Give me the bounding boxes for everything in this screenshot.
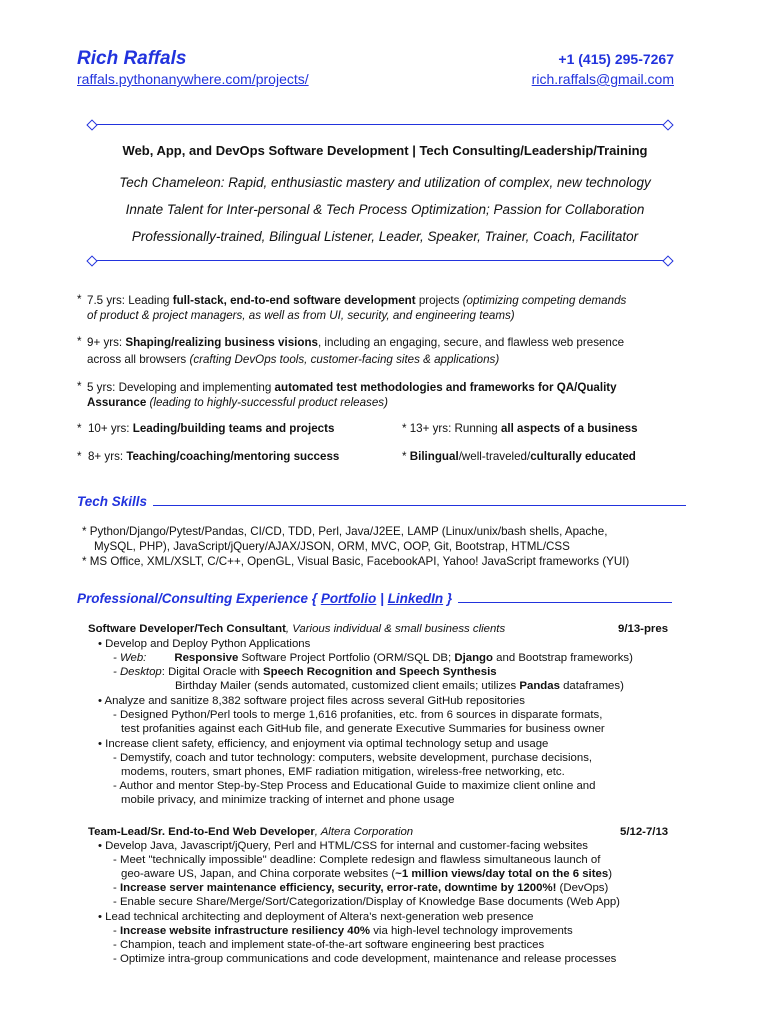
skills-line-1: * Python/Django/Pytest/Pandas, CI/CD, TDD, Perl, Java/J2EE, LAMP (Linux/unix/bash shells, Apache, [82, 525, 608, 538]
job-1-line: - Demystify, coach and tutor technology: computers, website development, purchase decisions, [113, 752, 593, 764]
job-1-line: modems, routers, smart phones, EMF radiation mitigation, wireless-free networking, etc. [121, 766, 565, 778]
tagline-2: Innate Talent for Inter-personal & Tech Process Optimization; Passion for Collaboration [125, 202, 645, 217]
job-1-line: - Author and mentor Step-by-Step Process and Educational Guide to maximize client online and [113, 780, 596, 792]
tagline-1: Tech Chameleon: Rapid, enthusiastic mastery and utilization of complex, new technology [119, 175, 651, 190]
bullet-star: * [77, 380, 82, 393]
job-1-title: Software Developer/Tech Consultant, Various individual & small business clients [88, 623, 506, 635]
job-1-line: - Desktop: Digital Oracle with Speech Recognition and Speech Synthesis [113, 666, 497, 678]
diamond-ornament-icon [662, 119, 673, 130]
summary-bullet-7: * Bilingual/well-traveled/culturally educated [402, 450, 636, 463]
divider-top [91, 124, 668, 125]
portfolio-link[interactable]: Portfolio [320, 591, 377, 606]
summary-bullet-3: 5 yrs: Developing and implementing automated test methodologies and frameworks for QA/Quality Assurance (leading to highly-successful product releases) [87, 381, 617, 409]
job-2-dates: 5/12-7/13 [620, 826, 669, 838]
candidate-name: Rich Raffals [77, 48, 187, 69]
linkedin-link[interactable]: LinkedIn [387, 591, 444, 606]
summary-bullet-1: 7.5 yrs: Leading full-stack, end-to-end software development projects (optimizing competing demands of product & project managers, as well as from UI, security, and engineering teams) [87, 294, 627, 322]
experience-heading: Professional/Consulting Experience { Portfolio | LinkedIn } [77, 591, 672, 606]
tagline-3: Professionally-trained, Bilingual Listener, Leader, Speaker, Trainer, Coach, Facilitator [131, 229, 639, 244]
job-2-title: Team-Lead/Sr. End-to-End Web Developer, Altera Corporation [88, 826, 414, 838]
bullet-star: * [77, 293, 82, 306]
tech-skills-heading: Tech Skills [77, 494, 686, 509]
summary-bullet-2: 9+ yrs: Shaping/realizing business visions, including an engaging, secure, and flawless web presence across all browsers (crafting DevOps tools, customer-facing sites & applications) [87, 336, 625, 366]
job-2-line: • Develop Java, Javascript/jQuery, Perl and HTML/CSS for internal and customer-facing websites [98, 840, 588, 852]
diamond-ornament-icon [662, 255, 673, 266]
job-2-line: - Increase website infrastructure resiliency 40% via high-level technology improvements [113, 925, 573, 937]
skills-line-2: MySQL, PHP), JavaScript/jQuery/AJAX/JSON, ORM, MVC, OOP, Git, Bootstrap, HTML/CSS [94, 540, 570, 553]
skills-line-3: * MS Office, XML/XSLT, C/C++, OpenGL, Visual Basic, FacebookAPI, Yahoo! JavaScript frameworks (YUI) [82, 555, 630, 568]
job-1-line: mobile privacy, and minimize tracking of internet and phone usage [121, 794, 455, 806]
bullet-star: * [77, 335, 82, 348]
summary-bullet-6: * 8+ yrs: Teaching/coaching/mentoring success [77, 450, 340, 463]
headline: Web, App, and DevOps Software Development | Tech Consulting/Leadership/Training [122, 143, 648, 158]
job-2-line: - Increase server maintenance efficiency, security, error-rate, downtime by 1200%! (DevOps) [113, 882, 609, 894]
job-1-line: - Designed Python/Perl tools to merge 1,616 profanities, etc. from 6 sources in disparate formats, [113, 709, 603, 721]
diamond-ornament-icon [86, 119, 97, 130]
job-2-line: - Enable secure Share/Merge/Sort/Categorization/Display of Knowledge Base documents (Web App) [113, 896, 620, 908]
job-2-line: geo-aware US, Japan, and China corporate websites (~1 million views/day total on the 6 sites) [121, 868, 612, 880]
job-2-line: • Lead technical architecting and deployment of Altera's next-generation web presence [98, 911, 534, 923]
job-1-line: • Analyze and sanitize 8,382 software project files across several GitHub repositories [98, 695, 525, 707]
job-2-line: - Optimize intra-group communications and code development, maintenance and release processes [113, 953, 617, 965]
job-1-line: • Increase client safety, efficiency, and enjoyment via optimal technology setup and usage [98, 738, 549, 750]
divider-bottom [91, 260, 668, 261]
email-link[interactable]: rich.raffals@gmail.com [531, 71, 674, 87]
job-1-line: test profanities against each GitHub file, and generate Executive Summaries for business owner [121, 723, 605, 735]
job-1-line: • Develop and Deploy Python Applications [98, 638, 311, 650]
job-1-line: Birthday Mailer (sends automated, customized client emails; utilizes Pandas dataframes) [175, 680, 624, 692]
job-1-line: - Web: Responsive Software Project Portfolio (ORM/SQL DB; Django and Bootstrap frameworks) [113, 652, 633, 664]
job-2-line: - Champion, teach and implement state-of-the-art software engineering best practices [113, 939, 545, 951]
summary-bullet-5: * 13+ yrs: Running all aspects of a business [402, 422, 638, 435]
summary-bullet-4: * 10+ yrs: Leading/building teams and projects [77, 422, 335, 435]
phone-number[interactable]: +1 (415) 295-7267 [558, 51, 674, 67]
diamond-ornament-icon [86, 255, 97, 266]
portfolio-link[interactable]: raffals.pythonanywhere.com/projects/ [77, 71, 309, 87]
job-2-line: - Meet "technically impossible" deadline: Complete redesign and flawless simultaneous launch of [113, 854, 601, 866]
job-1-dates: 9/13-pres [618, 623, 669, 635]
